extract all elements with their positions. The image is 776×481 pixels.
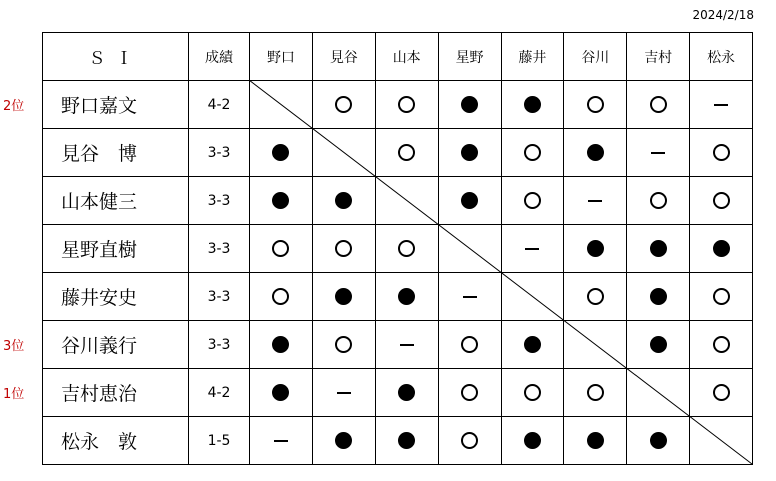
result-cell bbox=[501, 225, 564, 273]
win-circle-icon bbox=[587, 96, 604, 113]
draw-dash-icon bbox=[525, 248, 539, 250]
result-cell bbox=[564, 369, 627, 417]
result-cell bbox=[375, 177, 438, 225]
win-circle-icon bbox=[272, 288, 289, 305]
result-cell bbox=[375, 369, 438, 417]
draw-dash-icon bbox=[588, 200, 602, 202]
result-cell bbox=[250, 177, 313, 225]
win-circle-icon bbox=[335, 96, 352, 113]
column-header: 山本 bbox=[375, 33, 438, 81]
result-cell bbox=[312, 81, 375, 129]
result-cell bbox=[312, 225, 375, 273]
result-cell bbox=[312, 129, 375, 177]
player-score: 1-5 bbox=[189, 417, 250, 465]
loss-dot-icon bbox=[272, 336, 289, 353]
loss-dot-icon bbox=[650, 240, 667, 257]
date-label: 2024/2/18 bbox=[692, 8, 754, 22]
result-cell bbox=[375, 321, 438, 369]
win-circle-icon bbox=[398, 96, 415, 113]
win-circle-icon bbox=[650, 96, 667, 113]
column-header: 見谷 bbox=[312, 33, 375, 81]
result-cell bbox=[438, 81, 501, 129]
win-circle-icon bbox=[524, 144, 541, 161]
result-cell bbox=[627, 177, 690, 225]
player-row bbox=[43, 273, 753, 321]
rank-label: 3位 bbox=[3, 339, 25, 354]
loss-dot-icon bbox=[398, 432, 415, 449]
loss-dot-icon bbox=[335, 288, 352, 305]
draw-dash-icon bbox=[714, 104, 728, 106]
result-cell bbox=[627, 417, 690, 465]
player-name: 見谷 博 bbox=[43, 129, 189, 177]
result-cell bbox=[690, 321, 753, 369]
column-header: 藤井 bbox=[501, 33, 564, 81]
result-cell bbox=[627, 321, 690, 369]
result-cell bbox=[375, 225, 438, 273]
loss-dot-icon bbox=[398, 384, 415, 401]
player-name: 星野直樹 bbox=[43, 225, 189, 273]
league-table bbox=[42, 32, 753, 465]
result-cell bbox=[564, 225, 627, 273]
loss-dot-icon bbox=[650, 336, 667, 353]
win-circle-icon bbox=[524, 384, 541, 401]
loss-dot-icon bbox=[587, 144, 604, 161]
column-header: 松永 bbox=[690, 33, 753, 81]
player-row bbox=[43, 225, 753, 273]
win-circle-icon bbox=[713, 288, 730, 305]
player-score: 3-3 bbox=[189, 273, 250, 321]
result-cell bbox=[250, 225, 313, 273]
result-cell bbox=[627, 129, 690, 177]
result-cell bbox=[375, 129, 438, 177]
loss-dot-icon bbox=[587, 240, 604, 257]
result-cell bbox=[690, 225, 753, 273]
player-name: 野口嘉文 bbox=[43, 81, 189, 129]
result-cell bbox=[375, 417, 438, 465]
result-cell bbox=[627, 369, 690, 417]
result-cell bbox=[627, 225, 690, 273]
loss-dot-icon bbox=[524, 336, 541, 353]
result-cell bbox=[250, 129, 313, 177]
result-cell bbox=[438, 369, 501, 417]
result-cell bbox=[375, 81, 438, 129]
result-cell bbox=[690, 369, 753, 417]
player-score: 4-2 bbox=[189, 369, 250, 417]
header-row bbox=[43, 33, 753, 81]
player-score: 3-3 bbox=[189, 177, 250, 225]
result-cell bbox=[690, 273, 753, 321]
player-row bbox=[43, 129, 753, 177]
player-name: 谷川義行 bbox=[43, 321, 189, 369]
win-circle-icon bbox=[587, 288, 604, 305]
result-cell bbox=[690, 177, 753, 225]
loss-dot-icon bbox=[524, 432, 541, 449]
win-circle-icon bbox=[713, 384, 730, 401]
column-header: 星野 bbox=[438, 33, 501, 81]
result-cell bbox=[250, 81, 313, 129]
rank-label: 1位 bbox=[3, 387, 25, 402]
loss-dot-icon bbox=[524, 96, 541, 113]
result-cell bbox=[627, 273, 690, 321]
player-score: 3-3 bbox=[189, 129, 250, 177]
column-header: 吉村 bbox=[627, 33, 690, 81]
result-cell bbox=[250, 417, 313, 465]
loss-dot-icon bbox=[272, 192, 289, 209]
player-score: 4-2 bbox=[189, 81, 250, 129]
result-cell bbox=[250, 273, 313, 321]
result-cell bbox=[501, 81, 564, 129]
player-row bbox=[43, 321, 753, 369]
win-circle-icon bbox=[524, 192, 541, 209]
result-cell bbox=[564, 81, 627, 129]
result-cell bbox=[312, 177, 375, 225]
result-cell bbox=[501, 129, 564, 177]
result-cell bbox=[438, 417, 501, 465]
result-cell bbox=[438, 177, 501, 225]
result-cell bbox=[690, 81, 753, 129]
loss-dot-icon bbox=[461, 192, 478, 209]
win-circle-icon bbox=[398, 240, 415, 257]
draw-dash-icon bbox=[337, 392, 351, 394]
loss-dot-icon bbox=[461, 96, 478, 113]
column-header: 野口 bbox=[250, 33, 313, 81]
draw-dash-icon bbox=[274, 440, 288, 442]
result-cell bbox=[501, 417, 564, 465]
result-cell bbox=[501, 177, 564, 225]
win-circle-icon bbox=[461, 432, 478, 449]
result-cell bbox=[564, 321, 627, 369]
result-cell bbox=[438, 225, 501, 273]
player-row bbox=[43, 417, 753, 465]
player-name: 吉村恵治 bbox=[43, 369, 189, 417]
result-cell bbox=[250, 369, 313, 417]
win-circle-icon bbox=[713, 192, 730, 209]
player-score: 3-3 bbox=[189, 321, 250, 369]
win-circle-icon bbox=[335, 336, 352, 353]
result-cell bbox=[564, 129, 627, 177]
result-cell bbox=[438, 321, 501, 369]
rank-label: 2位 bbox=[3, 99, 25, 114]
result-cell bbox=[312, 417, 375, 465]
loss-dot-icon bbox=[713, 240, 730, 257]
loss-dot-icon bbox=[461, 144, 478, 161]
score-header: 成績 bbox=[189, 33, 250, 81]
result-cell bbox=[250, 321, 313, 369]
result-cell bbox=[312, 369, 375, 417]
result-cell bbox=[438, 129, 501, 177]
player-score: 3-3 bbox=[189, 225, 250, 273]
win-circle-icon bbox=[335, 240, 352, 257]
win-circle-icon bbox=[398, 144, 415, 161]
loss-dot-icon bbox=[335, 192, 352, 209]
result-cell bbox=[564, 417, 627, 465]
win-circle-icon bbox=[272, 240, 289, 257]
result-cell bbox=[564, 273, 627, 321]
result-cell bbox=[312, 321, 375, 369]
win-circle-icon bbox=[650, 192, 667, 209]
league-name: ＳＩ bbox=[43, 33, 189, 81]
player-row bbox=[43, 81, 753, 129]
loss-dot-icon bbox=[272, 144, 289, 161]
result-cell bbox=[564, 177, 627, 225]
player-name: 藤井安史 bbox=[43, 273, 189, 321]
draw-dash-icon bbox=[400, 344, 414, 346]
win-circle-icon bbox=[461, 384, 478, 401]
result-cell bbox=[627, 81, 690, 129]
win-circle-icon bbox=[587, 384, 604, 401]
result-cell bbox=[690, 129, 753, 177]
result-cell bbox=[690, 417, 753, 465]
player-name: 山本健三 bbox=[43, 177, 189, 225]
result-cell bbox=[501, 321, 564, 369]
loss-dot-icon bbox=[335, 432, 352, 449]
result-cell bbox=[312, 273, 375, 321]
win-circle-icon bbox=[461, 336, 478, 353]
result-cell bbox=[438, 273, 501, 321]
loss-dot-icon bbox=[650, 432, 667, 449]
player-row bbox=[43, 177, 753, 225]
loss-dot-icon bbox=[587, 432, 604, 449]
result-cell bbox=[375, 273, 438, 321]
win-circle-icon bbox=[713, 336, 730, 353]
loss-dot-icon bbox=[272, 384, 289, 401]
player-row bbox=[43, 369, 753, 417]
column-header: 谷川 bbox=[564, 33, 627, 81]
player-name: 松永 敦 bbox=[43, 417, 189, 465]
loss-dot-icon bbox=[650, 288, 667, 305]
result-cell bbox=[501, 369, 564, 417]
win-circle-icon bbox=[713, 144, 730, 161]
result-cell bbox=[501, 273, 564, 321]
draw-dash-icon bbox=[651, 152, 665, 154]
draw-dash-icon bbox=[463, 296, 477, 298]
loss-dot-icon bbox=[398, 288, 415, 305]
